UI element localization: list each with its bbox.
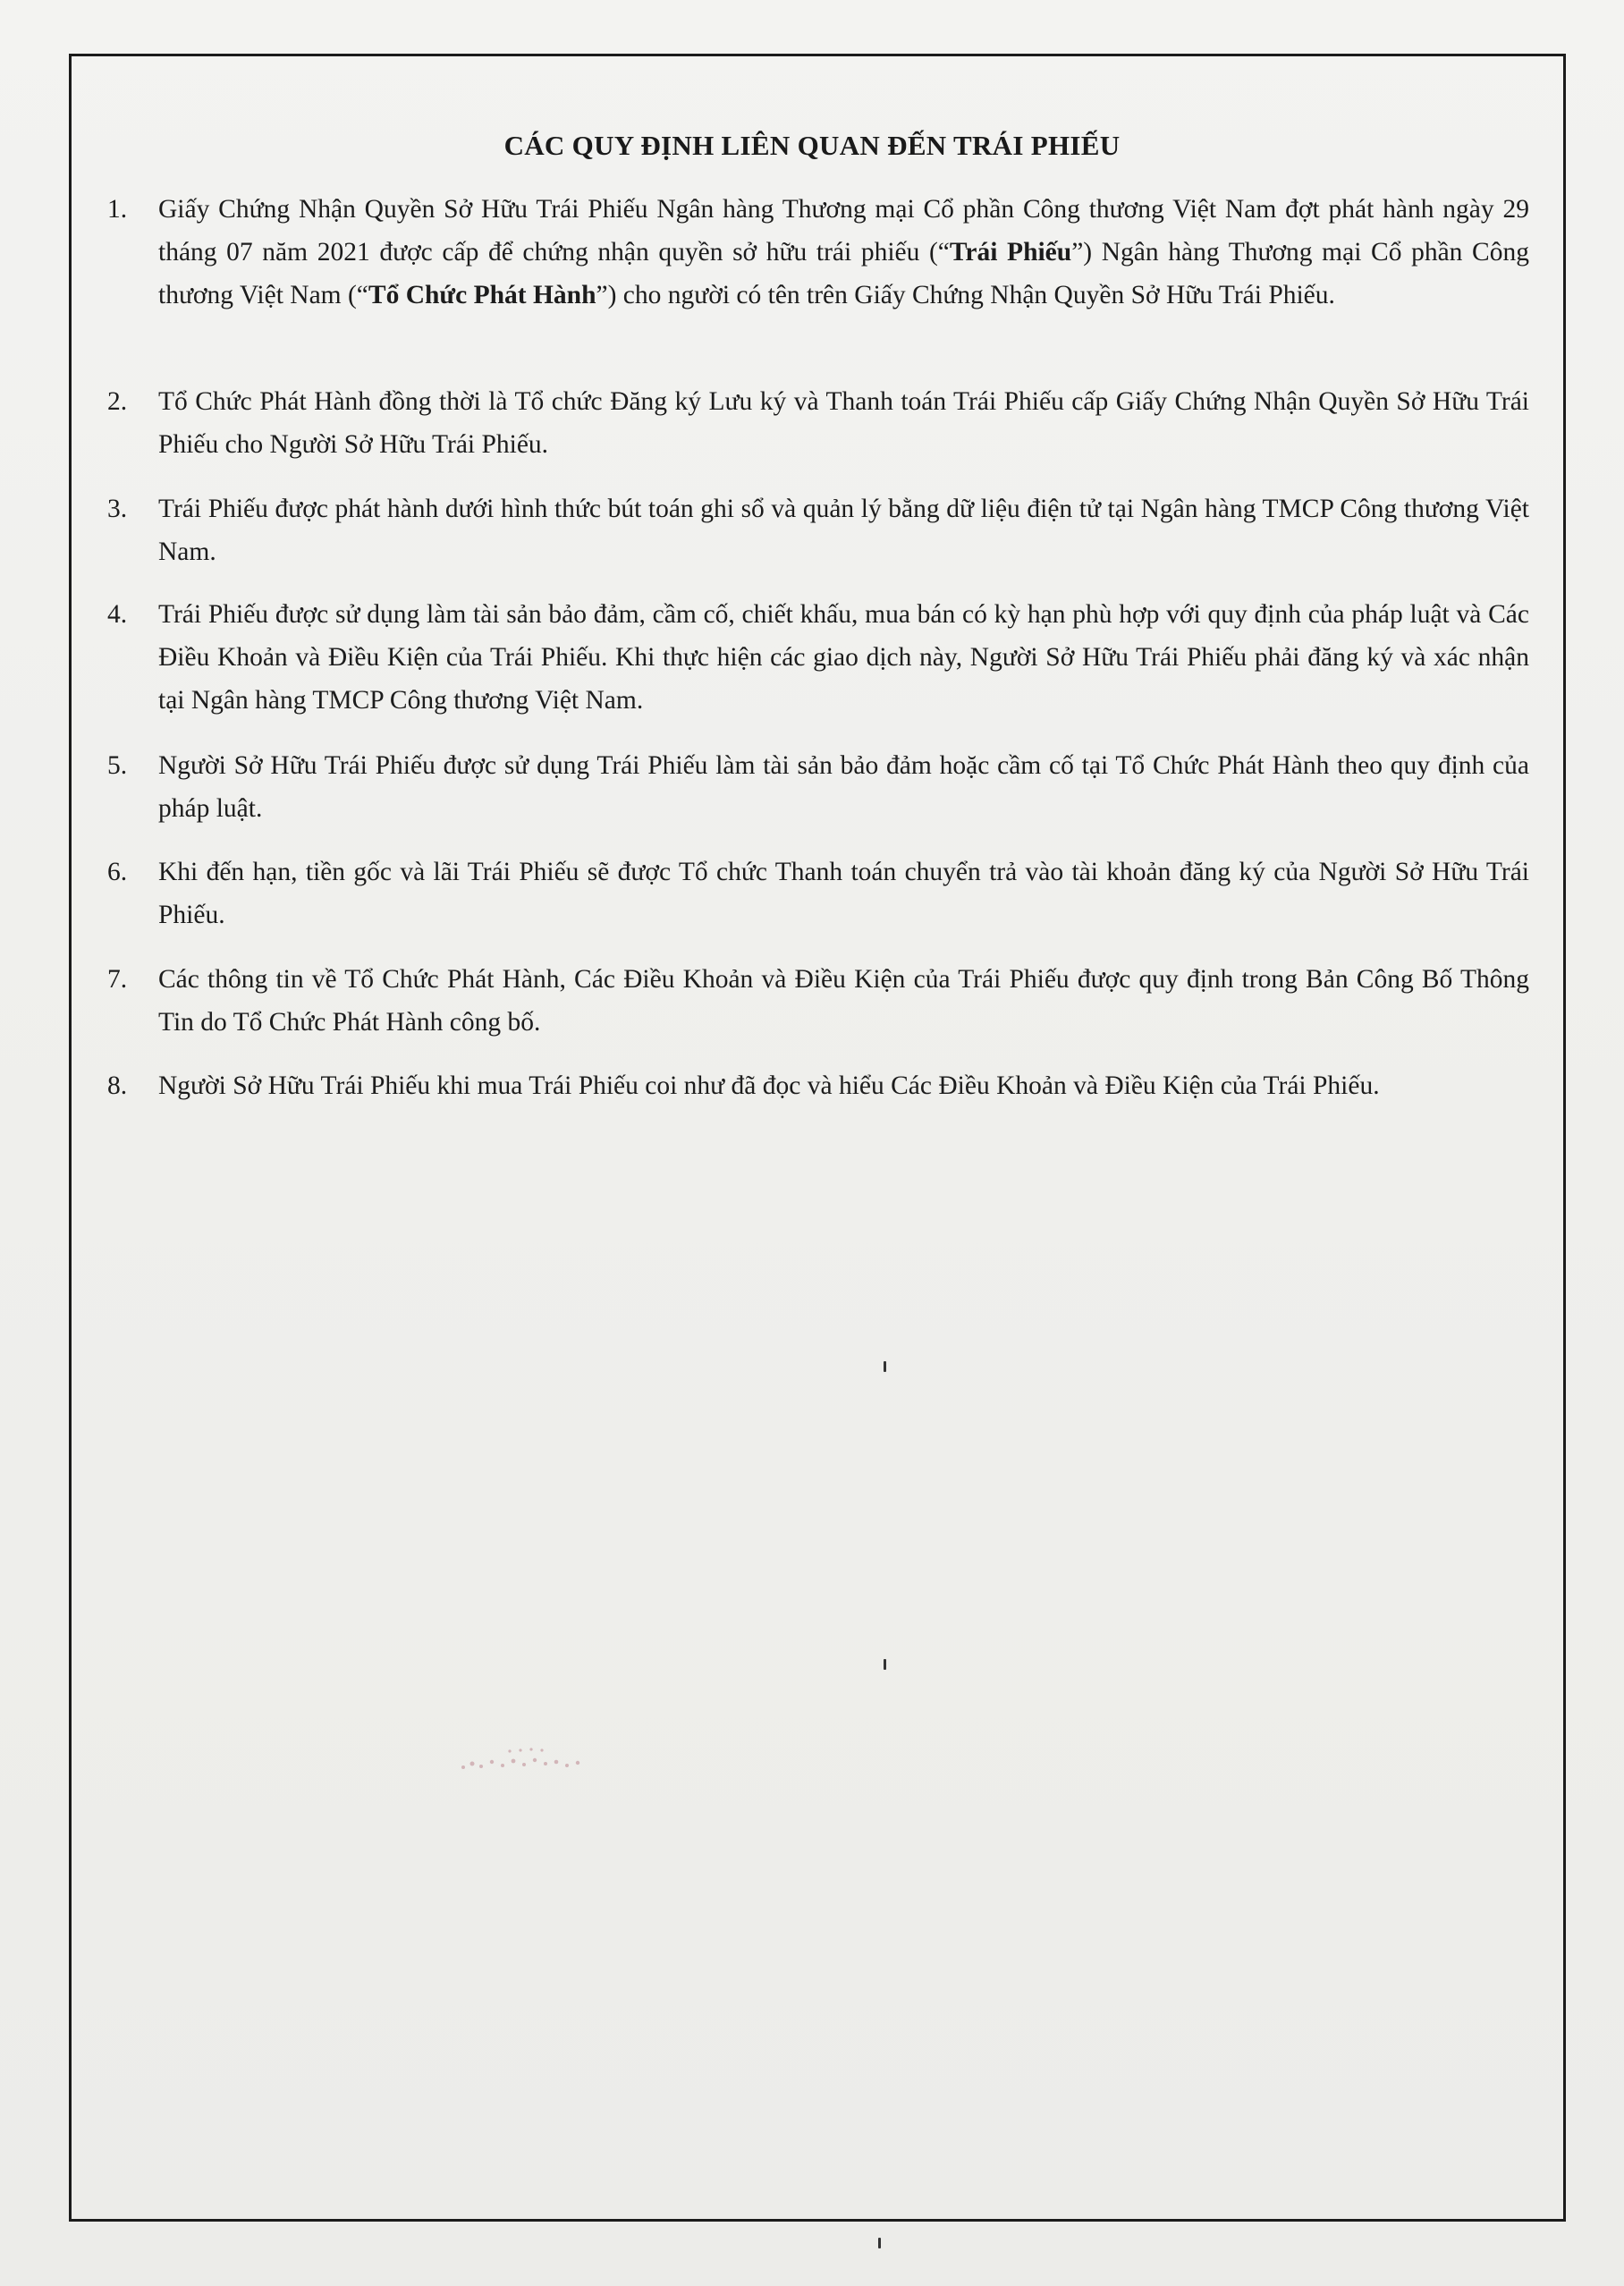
rule-text: Người Sở Hữu Trái Phiếu được sử dụng Trái Phiếu làm tài sản bảo đảm hoặc cầm cố tại Tổ Chức Phát Hành theo quy định của pháp luật. <box>158 751 1529 823</box>
rule-number: 2. <box>107 387 128 416</box>
rule-number: 6. <box>107 858 128 886</box>
defined-term: Tổ Chức Phát Hành <box>368 281 596 309</box>
small-mark <box>878 2238 881 2248</box>
rule-number: 1. <box>107 195 128 224</box>
rule-item-6 <box>107 851 1529 936</box>
rule-number: 4. <box>107 600 128 629</box>
rule-number: 7. <box>107 965 128 994</box>
rule-text: Giấy Chứng Nhận Quyền Sở Hữu Trái Phiếu Ngân hàng Thương mại Cổ phần Công thương Việt Nam đợt phát hành ngày 29 tháng 07 năm 2021 được cấp để chứng nhận quyền sở hữu trái phiếu (“Trái Phiếu”) Ngân hàng Thương mại Cổ phần Công thương Việt Nam (“Tổ Chức Phát Hành”) cho người có tên trên Giấy Chứng Nhận Quyền Sở Hữu Trái Phiếu. <box>158 195 1529 309</box>
rule-text: Tổ Chức Phát Hành đồng thời là Tổ chức Đăng ký Lưu ký và Thanh toán Trái Phiếu cấp Giấy Chứng Nhận Quyền Sở Hữu Trái Phiếu cho Người Sở Hữu Trái Phiếu. <box>158 387 1529 459</box>
rule-item-1 <box>107 188 1529 317</box>
rule-number: 5. <box>107 751 128 780</box>
rule-text: Trái Phiếu được sử dụng làm tài sản bảo đảm, cầm cố, chiết khấu, mua bán có kỳ hạn phù hợp với quy định của pháp luật và Các Điều Khoản và Điều Kiện của Trái Phiếu. Khi thực hiện các giao dịch này, Người Sở Hữu Trái Phiếu phải đăng ký và xác nhận tại Ngân hàng TMCP Công thương Việt Nam. <box>158 600 1529 715</box>
small-mark <box>884 1659 886 1670</box>
rule-item-4 <box>107 593 1529 722</box>
rule-text: Các thông tin về Tổ Chức Phát Hành, Các Điều Khoản và Điều Kiện của Trái Phiếu được quy định trong Bản Công Bố Thông Tin do Tổ Chức Phát Hành công bố. <box>158 965 1529 1037</box>
rule-item-2 <box>107 380 1529 466</box>
rule-item-8 <box>107 1064 1529 1107</box>
rule-text: Khi đến hạn, tiền gốc và lãi Trái Phiếu sẽ được Tổ chức Thanh toán chuyển trả vào tài khoản đăng ký của Người Sở Hữu Trái Phiếu. <box>158 858 1529 929</box>
rule-number: 3. <box>107 495 128 523</box>
rule-item-3 <box>107 487 1529 573</box>
rule-item-5 <box>107 744 1529 830</box>
rule-text: Trái Phiếu được phát hành dưới hình thức bút toán ghi sổ và quản lý bằng dữ liệu điện tử tại Ngân hàng TMCP Công thương Việt Nam. <box>158 495 1529 566</box>
rule-item-7 <box>107 958 1529 1044</box>
small-mark <box>884 1361 886 1372</box>
defined-term: Trái Phiếu <box>949 238 1072 267</box>
rule-number: 8. <box>107 1071 128 1100</box>
page-border-frame <box>69 54 1566 2222</box>
rule-text: Người Sở Hữu Trái Phiếu khi mua Trái Phiếu coi như đã đọc và hiểu Các Điều Khoản và Điều Kiện của Trái Phiếu. <box>158 1071 1380 1100</box>
document-title: CÁC QUY ĐỊNH LIÊN QUAN ĐẾN TRÁI PHIẾU <box>503 130 1121 161</box>
faint-stamp-mark <box>456 1744 617 1780</box>
